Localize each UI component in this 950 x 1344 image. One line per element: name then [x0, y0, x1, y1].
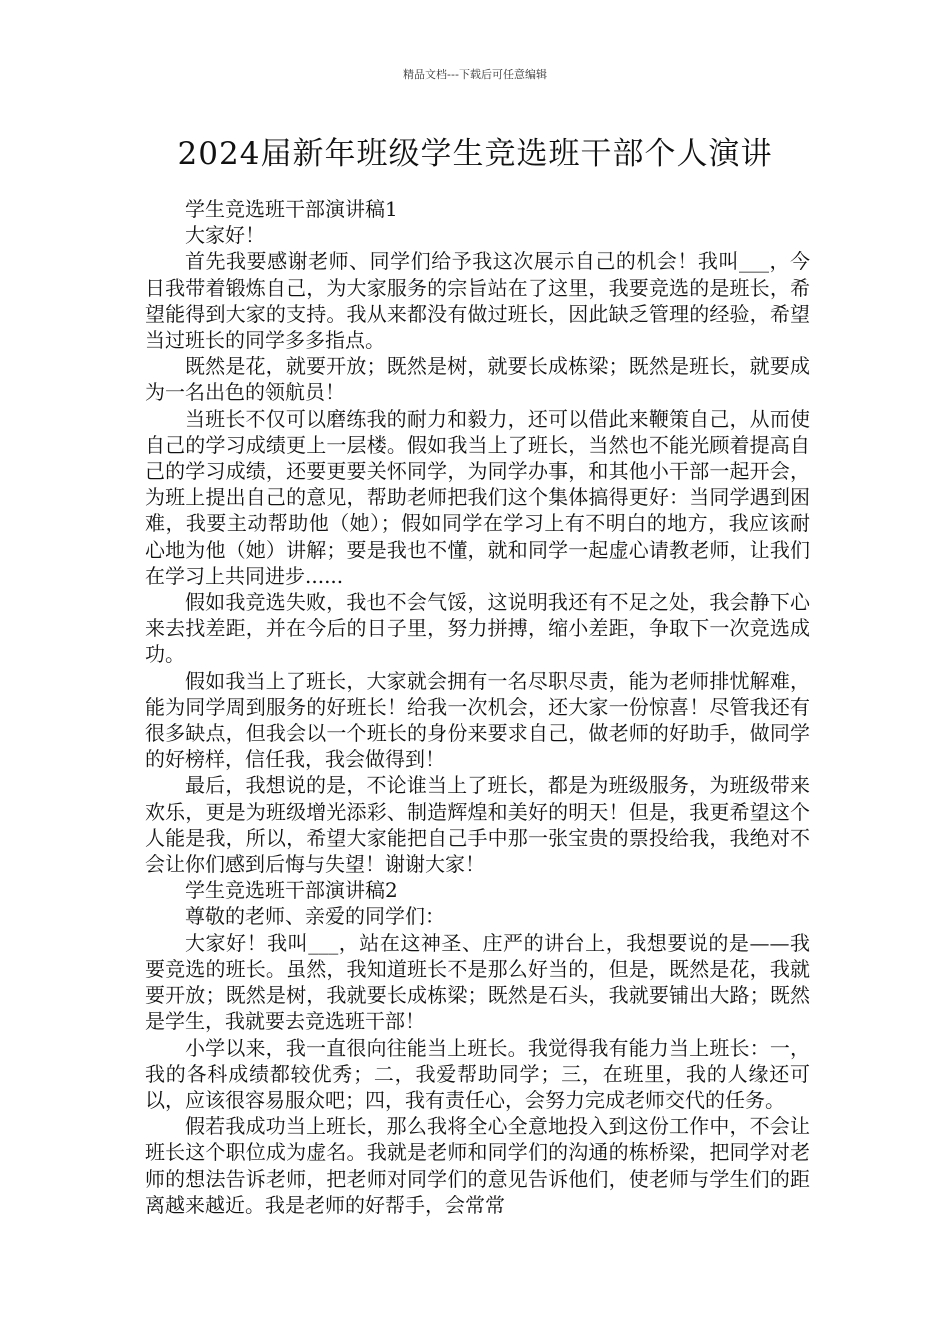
paragraph: 大家好！我叫___，站在这神圣、庄严的讲台上，我想要说的是——我要竞选的班长。虽然，我知道班长不是那么好当的，但是，既然是花，我就要开放；既然是树，我就要长成栋梁；既然是石头，我就要铺出大路；既然是学生，我就要去竞选班干部！ [145, 930, 810, 1034]
paragraph: 大家好！ [185, 223, 265, 248]
paragraph: 尊敬的老师、亲爱的同学们： [185, 904, 445, 929]
paragraph: 假如我竞选失败，我也不会气馁，这说明我还有不足之处，我会静下心来去找差距，并在今后的日子里，努力拼搏，缩小差距，争取下一次竞选成功。 [145, 590, 810, 667]
header-note: 精品文档---下载后可任意编辑 [403, 68, 547, 81]
page-title: 2024届新年班级学生竞选班干部个人演讲 [177, 136, 773, 172]
document-body [145, 196, 810, 1218]
paragraph: 既然是花，就要开放；既然是树，就要长成栋梁；既然是班长，就要成为一名出色的领航员！ [145, 354, 810, 405]
paragraph: 最后，我想说的是，不论谁当上了班长，都是为班级服务，为班级带来欢乐，更是为班级增光添彩、制造辉煌和美好的明天！但是，我更希望这个人能是我，所以，希望大家能把自己手中那一张宝贵的票投给我，我绝对不会让你们感到后悔与失望！谢谢大家！ [145, 773, 810, 877]
paragraph: 首先我要感谢老师、同学们给予我这次展示自己的机会！我叫___，今日我带着锻炼自己，为大家服务的宗旨站在了这里，我要竞选的是班长，希望能得到大家的支持。我从来都没有做过班长，因此缺乏管理的经验，希望当过班长的同学多多指点。 [145, 249, 810, 353]
paragraph: 假如我当上了班长，大家就会拥有一名尽职尽责，能为老师排忧解难，能为同学周到服务的好班长！给我一次机会，还大家一份惊喜！尽管我还有很多缺点，但我会以一个班长的身份来要求自己，做老师的好助手，做同学的好榜样，信任我，我会做得到！ [145, 668, 810, 772]
section-heading-2: 学生竞选班干部演讲稿2 [185, 878, 398, 903]
paragraph: 当班长不仅可以磨练我的耐力和毅力，还可以借此来鞭策自己，从而使自己的学习成绩更上一层楼。假如我当上了班长，当然也不能光顾着提高自己的学习成绩，还要更要关怀同学，为同学办事，和其他小干部一起开会，为班上提出自己的意见，帮助老师把我们这个集体搞得更好：当同学遇到困难，我要主动帮助他（她）；假如同学在学习上有不明白的地方，我应该耐心地为他（她）讲解；要是我也不懂，就和同学一起虚心请教老师，让我们在学习上共同进步...... [145, 406, 810, 588]
paragraph: 小学以来，我一直很向往能当上班长。我觉得我有能力当上班长：一，我的各科成绩都较优秀；二，我爱帮助同学；三，在班里，我的人缘还可以，应该很容易服众吧；四，我有责任心，会努力完成老师交代的任务。 [145, 1035, 810, 1112]
paragraph: 假若我成功当上班长，那么我将全心全意地投入到这份工作中，不会让班长这个职位成为虚名。我就是老师和同学们的沟通的栋桥梁，把同学对老师的想法告诉老师，把老师对同学们的意见告诉他们，使老师与学生们的距离越来越近。我是老师的好帮手，会常常 [145, 1114, 810, 1217]
section-heading-1: 学生竞选班干部演讲稿1 [185, 197, 398, 221]
